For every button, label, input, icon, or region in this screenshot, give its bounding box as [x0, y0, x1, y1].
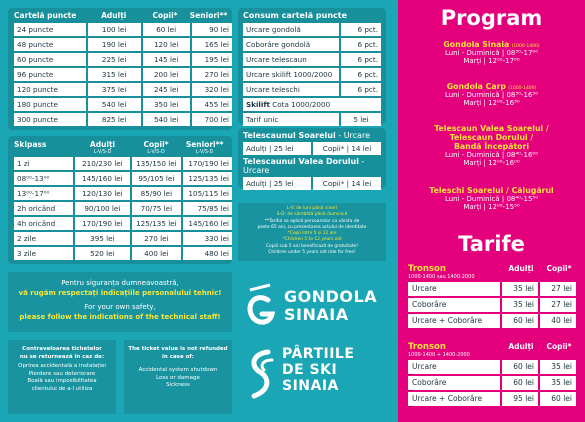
table-cell: 6 pct.	[341, 53, 381, 66]
card-points-title: Cartelă puncte	[14, 11, 77, 20]
schedule-line: Marți | 12⁰⁰-16³⁰	[463, 99, 520, 107]
skipass-header-adults: Adulți	[89, 140, 116, 149]
skilift-value: Cota 1000/2000	[272, 100, 331, 109]
skipass-sub-adults: L-V/S-D	[93, 150, 112, 155]
footnote: S-D: de sâmbătă până duminică	[276, 212, 348, 218]
footnotes-box	[238, 203, 386, 261]
table-row	[14, 187, 232, 200]
table-cell: 60 lei	[540, 392, 576, 406]
schedule-line: Marți | 12⁰⁰-15⁵⁰	[463, 203, 520, 211]
consumption-panel	[238, 8, 386, 124]
table-row	[14, 98, 232, 111]
table-cell: 120 lei	[143, 38, 190, 51]
tarif-value: 5 lei	[341, 113, 381, 126]
refund-en-item: Accidental system shutdown	[138, 367, 218, 374]
table-cell: 1 zi	[14, 157, 73, 170]
refund-ro-box	[8, 340, 116, 414]
table-cell: 13⁰⁰-17⁰⁰	[14, 187, 73, 200]
table-cell: Urcare	[408, 282, 500, 296]
gondola-logo-icon	[244, 282, 278, 328]
table-row	[14, 113, 232, 126]
table-cell: 190 lei	[88, 38, 141, 51]
table-cell: Urcare	[408, 360, 500, 374]
safety-line: For your own safety,	[84, 303, 156, 311]
consumption-title: Consum cartelă puncte	[243, 11, 348, 20]
table-cell: 330 lei	[183, 232, 232, 245]
table-cell: 270 lei	[192, 68, 232, 81]
table-cell: Coborâre	[408, 298, 500, 312]
table-cell: 395 lei	[75, 232, 130, 245]
table-cell: 6 pct.	[341, 38, 381, 51]
skipass-sub-seniors: L-V/S-D	[195, 150, 214, 155]
safety-line: vă rugăm respectați indicațiile personalului tehnic!	[18, 289, 222, 297]
schedule-name: Gondola Carp	[446, 82, 507, 91]
table-cell: 225 lei	[88, 53, 141, 66]
schedule-item	[398, 186, 585, 211]
ski-logo-icon	[246, 346, 276, 402]
table-row	[14, 202, 232, 215]
refund-en-title: The ticket value is not refunded	[128, 346, 228, 352]
table-cell: 60 lei	[502, 314, 538, 328]
table-cell: 2h oricând	[14, 202, 73, 215]
table-row	[243, 83, 386, 96]
table-cell: 4h oricând	[14, 217, 73, 230]
card-points-table	[14, 23, 232, 126]
table-cell: 96 puncte	[14, 68, 86, 81]
tarife-header-adults: Adulți	[508, 342, 534, 351]
table-cell: 455 lei	[192, 98, 232, 111]
schedule-range: (1000-1400)	[511, 44, 540, 49]
table-cell: 350 lei	[143, 98, 190, 111]
tarif-label: Tarif unic	[243, 113, 339, 126]
table-cell: 75/85 lei	[183, 202, 232, 215]
refund-ro-item: Pierdere sau deteriorare	[28, 370, 96, 377]
table-row	[14, 68, 232, 81]
table-row	[14, 172, 232, 185]
schedule-item	[398, 82, 585, 107]
table-cell: 270 lei	[132, 232, 181, 245]
skipass-title: Skipass	[14, 140, 47, 149]
schedule-line: Luni - Duminică | 08³⁰-17⁰⁰	[444, 49, 539, 57]
chairlift-soarelui-suffix: - Urcare	[335, 131, 370, 140]
table-cell: Urcare gondolă	[243, 23, 339, 36]
table-cell: 125/135 lei	[132, 217, 181, 230]
col-header-children: Copii*	[152, 11, 178, 20]
table-cell: 145/160 lei	[183, 217, 232, 230]
table-cell: Coborâre gondolă	[243, 38, 339, 51]
skilift-label: Skilift	[246, 100, 270, 109]
consumption-table	[243, 23, 386, 96]
gondola-logo-text: GONDOLA	[284, 287, 378, 306]
table-cell: 135/150 lei	[132, 157, 181, 170]
table-row	[14, 53, 232, 66]
table-cell: 125/135 lei	[183, 172, 232, 185]
table-cell: 90/100 lei	[75, 202, 130, 215]
table-cell: 170/190 lei	[75, 217, 130, 230]
tarife-group-sub: 1000-1400 + 1400-2000	[408, 352, 470, 358]
chairlift-dorului-suffix: - Urcare	[243, 157, 365, 175]
card-points-panel	[8, 8, 232, 130]
schedule-name: Bandă Începători	[453, 142, 530, 151]
table-cell: 60 lei	[502, 360, 538, 374]
chairlift-soarelui-adult: Adulți | 25 lei	[243, 142, 311, 155]
table-cell: 195 lei	[192, 53, 232, 66]
safety-notice	[8, 272, 232, 332]
table-row	[14, 83, 232, 96]
table-cell: 48 puncte	[14, 38, 86, 51]
partii-logo-text: PÂRTIILE	[282, 346, 355, 362]
table-cell: 120/130 lei	[75, 187, 130, 200]
table-cell: 145/160 lei	[75, 172, 130, 185]
table-cell: 120 puncte	[14, 83, 86, 96]
table-row	[14, 38, 232, 51]
partii-logo-text: SINAIA	[282, 378, 339, 394]
tarife-group	[408, 264, 580, 330]
tarife-group-sub: 1000-1400 sau 1400-2000	[408, 274, 475, 280]
table-cell: 165 lei	[192, 38, 232, 51]
footnote: Children under 5 years old ride for free!	[268, 250, 356, 256]
chairlift-dorului-adult: Adulți | 25 lei	[243, 177, 311, 190]
refund-ro-item: Oprirea accidentală a instalației	[18, 363, 106, 370]
table-row	[14, 157, 232, 170]
tarife-header-adults: Adulți	[508, 264, 534, 273]
footnote: **Tariful se aplică persoanelor cu vârsta de	[264, 218, 360, 224]
table-cell: 245 lei	[143, 83, 190, 96]
schedule-line: Luni - Duminică | 08³⁰-16³⁰	[444, 91, 539, 99]
refund-ro-title: nu se returnează în caz de:	[19, 353, 105, 360]
tarife-header-children: Copii*	[546, 264, 572, 273]
table-row	[243, 53, 386, 66]
table-row	[243, 38, 386, 51]
skipass-header-seniors: Seniori**	[185, 140, 224, 149]
schedule-name: Telescaun Dorului /	[449, 133, 534, 142]
table-cell: 60 lei	[502, 376, 538, 390]
table-row	[14, 23, 232, 36]
skipass-sub-children: L-V/S-D	[147, 150, 165, 155]
footnote: *Copii între 5 și 12 ani	[287, 231, 337, 237]
table-cell: 35 lei	[502, 298, 538, 312]
consumption-tarif-row	[243, 113, 386, 126]
table-cell: 540 lei	[143, 113, 190, 126]
table-cell: 27 lei	[540, 282, 576, 296]
table-cell: 60 puncte	[14, 53, 86, 66]
table-row	[243, 23, 386, 36]
table-cell: 35 lei	[502, 282, 538, 296]
table-cell: 540 lei	[88, 98, 141, 111]
program-title: Program	[440, 6, 543, 30]
schedule-item	[398, 124, 585, 167]
refund-ro-title: Contravaloarea tichetelor	[22, 346, 102, 352]
table-row	[14, 232, 232, 245]
table-cell: 320 lei	[192, 83, 232, 96]
tarife-header-children: Copii*	[546, 342, 572, 351]
schedule-line: Marți | 12⁰⁰-16⁰⁰	[463, 159, 520, 167]
table-cell: 200 lei	[143, 68, 190, 81]
refund-ro-item: Boală sau imposibilitatea	[27, 378, 97, 385]
tarife-group	[408, 342, 580, 408]
table-cell: 300 puncte	[14, 113, 86, 126]
table-row	[408, 360, 580, 374]
chairlift-panel	[238, 128, 386, 188]
table-row	[14, 247, 232, 260]
table-row	[408, 298, 580, 312]
footnote: Copiii sub 5 ani beneficiază de gratuitate!	[265, 243, 359, 249]
gondola-sinaia-logo	[244, 282, 394, 332]
table-cell: 700 lei	[192, 113, 232, 126]
table-cell: 6 pct.	[341, 23, 381, 36]
table-cell: 08⁰⁰-13⁰⁰	[14, 172, 73, 185]
table-cell: 40 lei	[540, 314, 576, 328]
table-cell: 6 pct.	[341, 83, 381, 96]
schedule-name: Teleschi Soarelui / Călugărul	[429, 186, 554, 195]
table-cell: 70/75 lei	[132, 202, 181, 215]
skipass-table	[14, 157, 232, 260]
table-cell: 27 lei	[540, 298, 576, 312]
table-cell: Urcare skilift 1000/2000	[243, 68, 339, 81]
table-row	[243, 68, 386, 81]
table-row	[408, 314, 580, 328]
safety-line: please follow the indications of the technical staff!	[19, 313, 221, 321]
refund-en-box	[124, 340, 232, 414]
schedule-line: Marți | 12⁰⁰-17⁰⁰	[463, 57, 520, 65]
table-cell: 180 puncte	[14, 98, 86, 111]
refund-en-title: in case of:	[162, 353, 194, 360]
schedule-item	[398, 40, 585, 65]
chairlift-dorului-child: Copii* | 14 lei	[313, 177, 381, 190]
table-cell: Urcare + Coborâre	[408, 392, 500, 406]
col-header-seniors: Seniori**	[189, 11, 228, 20]
table-cell: 400 lei	[132, 247, 181, 260]
table-cell: 520 lei	[75, 247, 130, 260]
chairlift-soarelui-child: Copii* | 14 lei	[313, 142, 381, 155]
table-cell: 315 lei	[88, 68, 141, 81]
table-cell: 100 lei	[88, 23, 141, 36]
refund-ro-item: clientului de a-l utiliza	[31, 385, 93, 392]
footnote: L-V: de luni până vineri	[286, 206, 338, 211]
safety-line: Pentru siguranța dumneavoastră,	[61, 279, 179, 287]
table-cell: Urcare teleschi	[243, 83, 339, 96]
table-cell: 145 lei	[143, 53, 190, 66]
table-row	[408, 376, 580, 390]
table-cell: 35 lei	[540, 360, 576, 374]
table-cell: 95/105 lei	[132, 172, 181, 185]
table-cell: 210/230 lei	[75, 157, 130, 170]
table-cell: 375 lei	[88, 83, 141, 96]
chairlift-soarelui-title: Telescaunul Soarelui	[243, 131, 336, 140]
table-cell: 170/190 lei	[183, 157, 232, 170]
chairlift-dorului-title: Telescaunul Valea Dorului	[243, 157, 359, 166]
table-cell: Urcare telescaun	[243, 53, 339, 66]
table-cell: 3 zile	[14, 247, 73, 260]
schedule-name: Telescaun Valea Soarelui /	[434, 124, 549, 133]
partii-logo-text: DE SKI	[282, 362, 338, 378]
refund-en-item: Loss or damage	[156, 374, 200, 381]
table-cell: Coborâre	[408, 376, 500, 390]
col-header-adults: Adulți	[101, 11, 127, 20]
table-cell: 35 lei	[540, 376, 576, 390]
tarife-title: Tarife	[458, 232, 525, 256]
table-cell: 480 lei	[183, 247, 232, 260]
skipass-panel	[8, 136, 232, 264]
table-row	[408, 392, 580, 406]
schedule-name: Gondola Sinaia	[443, 40, 510, 49]
refund-en-item: Sickness	[166, 382, 190, 389]
footnote: peste 65 ani, cu prezentarea actului de identitate	[257, 224, 367, 230]
table-cell: 105/115 lei	[183, 187, 232, 200]
table-cell: 85/90 lei	[132, 187, 181, 200]
schedule-line: Luni - Duminică | 08⁴⁰-15⁵⁰	[444, 195, 539, 203]
gondola-logo-text: SINAIA	[284, 305, 349, 324]
table-row	[408, 282, 580, 296]
partii-ski-logo	[244, 344, 394, 408]
table-cell: 2 zile	[14, 232, 73, 245]
table-cell: 24 puncte	[14, 23, 86, 36]
schedule-range: (1000-1400)	[508, 86, 537, 91]
tarife-group-name: Tronson	[408, 342, 446, 352]
consumption-skilift-row	[243, 98, 386, 111]
skipass-header-children: Copii*	[143, 140, 169, 149]
table-cell: 825 lei	[88, 113, 141, 126]
schedule-line: Luni - Duminică | 08⁴⁰-16⁰⁰	[444, 151, 539, 159]
table-cell: 60 lei	[143, 23, 190, 36]
table-cell: Urcare + Coborâre	[408, 314, 500, 328]
table-cell: 90 lei	[192, 23, 232, 36]
table-row	[14, 217, 232, 230]
table-cell: 95 lei	[502, 392, 538, 406]
tarife-group-name: Tronson	[408, 264, 446, 274]
footnote: *Children 5 to 12 years old	[282, 237, 342, 243]
table-cell: 6 pct.	[341, 68, 381, 81]
